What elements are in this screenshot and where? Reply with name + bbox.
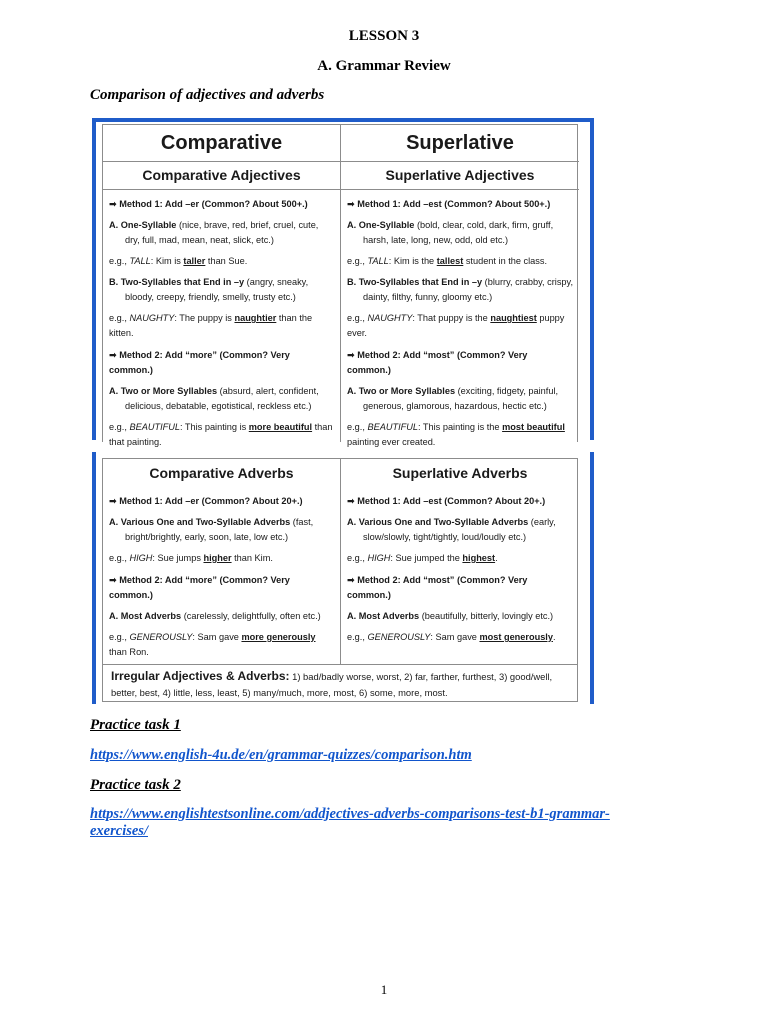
superlative-heading: Superlative <box>341 125 579 162</box>
rule-one-syllable: A. One-Syllable (nice, brave, red, brief, cruel, cute, dry, full, mad, mean, neat, slick, etc.) <box>109 220 319 245</box>
rule-multi-syllable: A. Two or More Syllables (absurd, alert, confident, delicious, debatable, egotistical, reckless etc.) <box>109 386 319 411</box>
example-tall: e.g., TALL: Kim is the tallest student in the class. <box>347 256 548 266</box>
comparative-adverbs-column <box>103 459 341 664</box>
comparative-adjectives-column <box>103 125 341 447</box>
frame-top-border <box>92 118 594 122</box>
practice-task-2-link-line1[interactable]: https://www.englishtestsonline.com/addjectives-adverbs-comparisons-test-b1-grammar- <box>90 806 610 822</box>
frame-right-border-lower <box>590 452 594 704</box>
subtitle: Comparison of adjectives and adverbs <box>90 87 325 103</box>
lesson-title: LESSON 3 <box>348 28 420 44</box>
superlative-adjectives-column <box>341 125 579 447</box>
example-naughty: e.g., NAUGHTY: That puppy is the naughtiest puppy ever. <box>347 313 565 338</box>
practice-task-2-link-line2[interactable]: exercises/ <box>90 823 148 839</box>
comparative-adverbs-heading: Comparative Adverbs <box>149 465 294 481</box>
rule-multi-syllable: A. Two or More Syllables (exciting, fidgety, painful, generous, glamorous, hazardous, hectic etc.) <box>347 386 559 411</box>
example-high: e.g., HIGH: Sue jumps higher than Kim. <box>109 553 273 563</box>
comparative-heading: Comparative <box>103 125 340 162</box>
method-1: ➡ Method 1: Add –er (Common? About 20+.) <box>109 496 303 506</box>
method-1: ➡ Method 1: Add –est (Common? About 500+.) <box>347 199 551 209</box>
adverbs-table <box>102 458 578 702</box>
adjectives-table <box>102 124 578 447</box>
comparison-table-image <box>92 118 594 704</box>
frame-left-border <box>92 118 96 440</box>
rule-various-adverbs: A. Various One and Two-Syllable Adverbs (early, slow/slowly, tight/tightly, loud/loudly etc.) <box>347 517 556 542</box>
comparative-adjectives-heading: Comparative Adjectives <box>103 162 340 190</box>
rule-one-syllable: A. One-Syllable (bold, clear, cold, dark, firm, gruff, harsh, late, long, new, odd, old etc.) <box>347 220 554 245</box>
practice-task-2-title: Practice task 2 <box>90 777 181 793</box>
superlative-adjectives-heading: Superlative Adjectives <box>341 162 579 190</box>
example-generously: e.g., GENEROUSLY: Sam gave most generously. <box>347 632 556 642</box>
method-1: ➡ Method 1: Add –er (Common? About 500+.) <box>109 199 308 209</box>
frame-right-border <box>590 118 594 440</box>
example-beautiful: e.g., BEAUTIFUL: This painting is more beautiful than that painting. <box>109 422 333 447</box>
example-generously: e.g., GENEROUSLY: Sam gave more generously than Ron. <box>109 632 316 657</box>
practice-task-2-link[interactable] <box>90 806 610 840</box>
rule-most-adverbs: A. Most Adverbs (carelessly, delightfully, often etc.) <box>109 611 321 621</box>
method-2: ➡ Method 2: Add “most” (Common? Very common.) <box>347 350 528 375</box>
rule-various-adverbs: A. Various One and Two-Syllable Adverbs (fast, bright/brightly, early, soon, late, low etc.) <box>109 517 314 542</box>
example-high: e.g., HIGH: Sue jumped the highest. <box>347 553 498 563</box>
section-title: A. Grammar Review <box>317 58 451 74</box>
example-naughty: e.g., NAUGHTY: The puppy is naughtier than the kitten. <box>109 313 313 338</box>
example-tall: e.g., TALL: Kim is taller than Sue. <box>109 256 248 266</box>
superlative-adverbs-column <box>341 459 579 664</box>
method-1: ➡ Method 1: Add –est (Common? About 20+.) <box>347 496 546 506</box>
method-2: ➡ Method 2: Add “most” (Common? Very common.) <box>347 575 528 600</box>
superlative-adverbs-heading: Superlative Adverbs <box>392 465 528 481</box>
example-beautiful: e.g., BEAUTIFUL: This painting is the most beautiful painting ever created. <box>347 422 565 447</box>
rule-two-syllable-y: B. Two-Syllables that End in –y (blurry, crabby, crispy, dainty, filthy, funny, gloomy etc.) <box>347 277 573 302</box>
method-2: ➡ Method 2: Add “more” (Common? Very common.) <box>109 350 290 375</box>
practice-task-1-link[interactable]: https://www.english-4u.de/en/grammar-quizzes/comparison.htm <box>90 747 472 763</box>
page-number: 1 <box>380 982 388 997</box>
irregular-forms-row: Irregular Adjectives & Adverbs: 1) bad/badly worse, worst, 2) far, farther, furthest, 3) good/well, better, best, 4) little, less, least, 5) many/much, more, most, 6) some, more, most. <box>103 664 577 702</box>
frame-left-border-lower <box>92 452 96 704</box>
rule-most-adverbs: A. Most Adverbs (beautifully, bitterly, lovingly etc.) <box>347 611 554 621</box>
practice-task-1-title: Practice task 1 <box>90 717 181 733</box>
method-2: ➡ Method 2: Add “more” (Common? Very common.) <box>109 575 290 600</box>
rule-two-syllable-y: B. Two-Syllables that End in –y (angry, sneaky, bloody, creepy, friendly, smelly, trusty etc.) <box>109 277 309 302</box>
